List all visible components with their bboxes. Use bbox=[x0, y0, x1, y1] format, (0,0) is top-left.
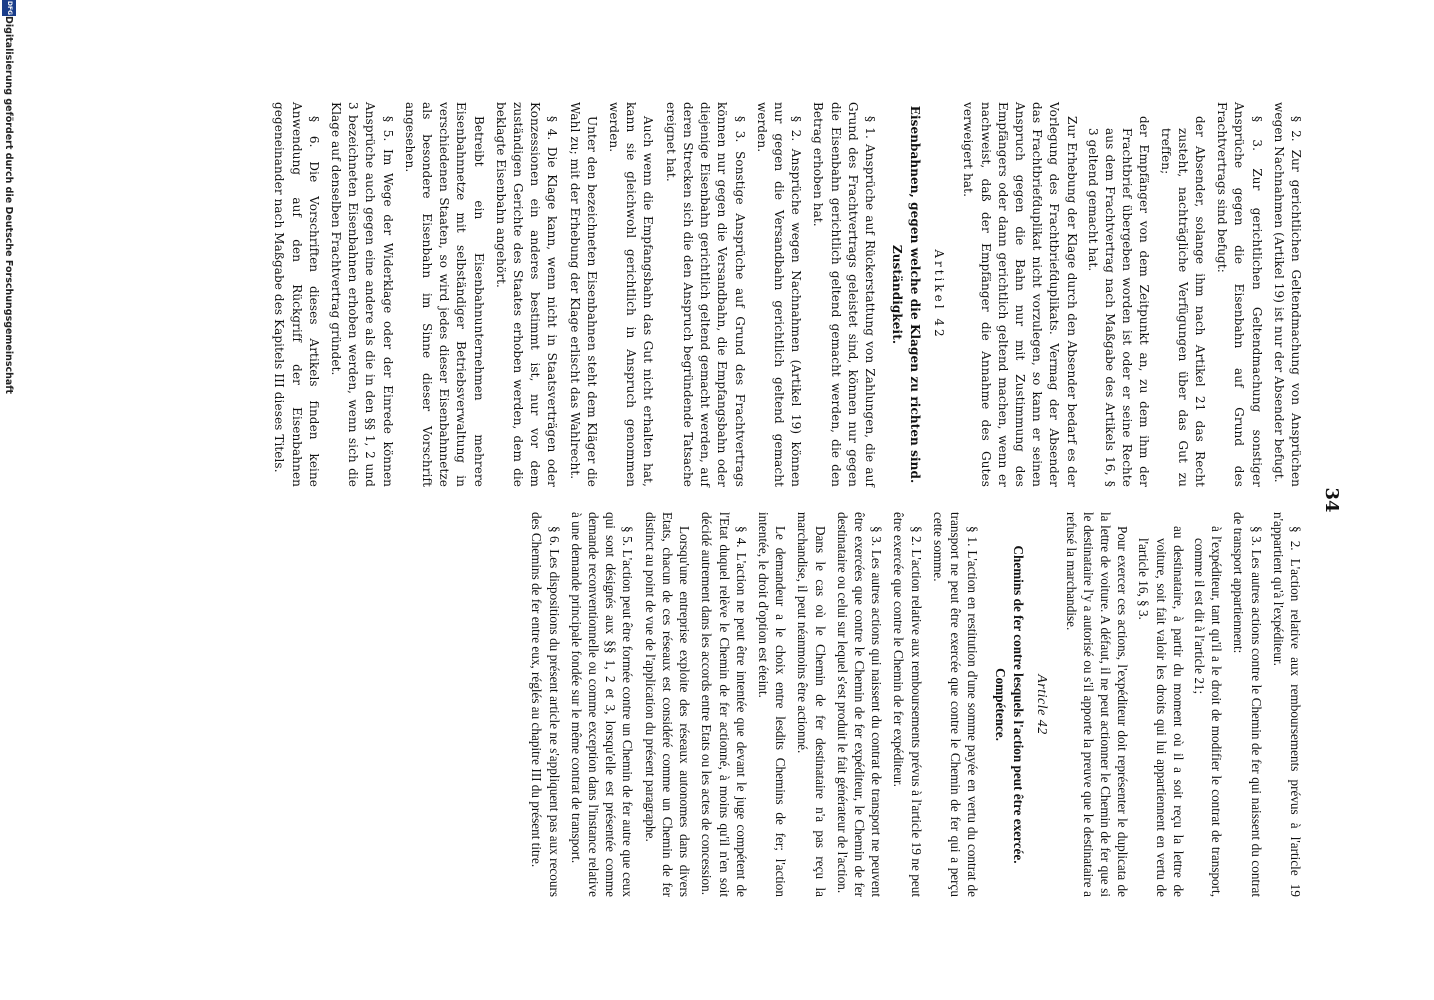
page-number: 34 bbox=[1321, 487, 1342, 513]
french-paragraph: § 4. L'action ne peut être intentée que devant le juge compétent de l'Etat duquel relève le Chemin de fer actionné, à moins qu'il n'en soit décidé autrement dans les accords entre Etats ou les actes de concession. bbox=[699, 512, 749, 897]
german-sub-item: der Empfänger von dem Zeitpunkt an, zu dem ihm der Frachtbrief übergeben worden ist oder er seine Rechte aus dem Frachtvertrag nach Maßgabe des Artikels 16, § 3 geltend gemacht hat. bbox=[1085, 116, 1152, 487]
german-paragraph: Auch wenn die Empfangsbahn das Gut nicht erhalten hat, kann sie gleichwohl gerichtlich in Anspruch genommen werden. bbox=[607, 102, 656, 487]
german-paragraph: Zur Erhebung der Klage durch den Absender bedarf es der Vorlegung des Frachtbriefduplikats. Vermag der Absender das Frachtbriefduplikat nicht vorzulegen, so kann er seinen Anspruch gegen die Bahn nur mit Zustimmung des Empfängers oder dann gerichtlich geltend machen, wenn er nachweist, daß der Empfänger die Annahme des Gutes verweigert hat. bbox=[961, 102, 1079, 487]
french-paragraph: § 2. L'action relative aux remboursements prévus à l'article 19 n'appartient qu'à l'expéditeur. bbox=[1270, 512, 1303, 897]
german-paragraph: § 3. Sonstige Ansprüche auf Grund des Frachtvertrags können nur gegen die Versandbahn, die Empfangsbahn oder diejenige Eisenbahn gerichtlich geltend gemacht werden, auf deren Strecken sich die den Anspruch begründende Tatsache ereignet hat. bbox=[663, 102, 747, 487]
german-column bbox=[265, 102, 1304, 487]
german-article-heading: Eisenbahnen, gegen welche die Klagen zu richten sind. Zuständigkeit. bbox=[889, 105, 922, 484]
french-paragraph: § 1. L'action en restitution d'une somme payée en vertu du contrat de transport ne peut être exercée que contre le Chemin de fer qui a perçu cette somme. bbox=[930, 512, 981, 897]
german-paragraph: § 2. Ansprüche wegen Nachnahmen (Artikel 19) können nur gegen die Versandbahn gerichtlich geltend gemacht werden. bbox=[754, 102, 804, 487]
dfg-logo: DFG bbox=[2, 0, 16, 16]
french-paragraph: § 5. L'action peut être formée contre un Chemin de fer autre que ceux qui sont désignés aux §§ 1, 2 et 3, lorsqu'elle est présentée comme demande reconventionnelle ou comme exception dans l'instance relative à une demande principale fondée sur le même contrat de transport. bbox=[568, 512, 636, 897]
german-paragraph: § 1. Ansprüche auf Rückerstattung von Zahlungen, die auf Grund des Frachtvertrags geleistet sind, können nur gegen die Eisenbahn gerichtlich geltend gemacht werden, die den Betrag erhoben hat. bbox=[811, 102, 877, 487]
french-paragraph: Dans le cas où le Chemin de fer destinataire n'a pas reçu la marchandise, il peut néanmoins être actionné. bbox=[795, 512, 828, 897]
digitization-credit: Digitalisierung gefördert durch die Deutsche Forschungsgemeinschaft bbox=[3, 16, 14, 394]
german-paragraph: § 5. Im Wege der Widerklage oder der Einrede können Ansprüche auch gegen eine andere als die in den §§ 1, 2 und 3 bezeichneten Eisenbahnen erhoben werden, wenn sich die Klage auf denselben Frachtvertrag gründet. bbox=[329, 102, 395, 487]
french-column bbox=[523, 512, 1304, 897]
french-paragraph: Lorsqu'une entreprise exploite des réseaux autonomes dans divers Etats, chacun de ces réseaux est considéré comme un Chemin de fer distinct au point de vue de l'application du présent paragraphe. bbox=[642, 512, 693, 897]
french-sub-item: au destinataire, à partir du moment où il a soit reçu la lettre de voiture, soit fait valoir les droits qui lui appartiennent en vertu de l'article 16, § 3. bbox=[1136, 526, 1186, 897]
german-sub-item: der Absender, solange ihm nach Artikel 21 das Recht zusteht, nachträgliche Verfügungen über das Gut zu treffen; bbox=[1158, 116, 1207, 487]
german-paragraph: § 3. Zur gerichtlichen Geltendmachung sonstiger Ansprüche gegen die Eisenbahn auf Grund des Frachtvertrags sind befugt: bbox=[1215, 102, 1264, 487]
french-paragraph: § 2. L'action relative aux remboursements prévus à l'article 19 ne peut être exercée que contre le Chemin de fer expéditeur. bbox=[891, 512, 924, 897]
french-article-label: Article 42 bbox=[1034, 674, 1050, 735]
german-paragraph: Betreibt ein Eisenbahnunternehmen mehrere Eisenbahnnetze mit selbständiger Betriebsverwaltung in verschiedenen Staaten, so wird jedes dieser Eisenbahnnetze als besondere Eisenbahn im Sinne dieser Vorschrift angesehen. bbox=[402, 102, 486, 487]
french-paragraph: § 3. Les autres actions contre le Chemin de fer qui naissent du contrat de transport appartiennent: bbox=[1231, 512, 1264, 897]
german-paragraph: § 4. Die Klage kann, wenn nicht in Staatsverträgen oder Konzessionen ein anderes bestimmt ist, nur vor dem zuständigen Gerichte des Staates erhoben werden, dem die beklagte Eisenbahn angehört. bbox=[493, 102, 560, 487]
french-article-heading: Chemins de fer contre lesquels l'action peut être exercée. Compétence. bbox=[993, 545, 1027, 864]
french-paragraph: § 3. Les autres actions qui naissent du contrat de transport ne peuvent être exercées que contre le Chemin de fer expéditeur, le Chemin de fer destinataire ou celui sur lequel s'est produit le fait générateur de l'action. bbox=[834, 512, 885, 897]
german-paragraph: § 2. Zur gerichtlichen Geltendmachung von Ansprüchen wegen Nachnahmen (Artikel 19) ist nur der Absender befugt. bbox=[1271, 102, 1303, 487]
german-paragraph: § 6. Die Vorschriften dieses Artikels finden keine Anwendung auf den Rückgriff der Eisenbahnen gegeneinander nach Maßgabe des Kapitels III dieses Titels. bbox=[272, 102, 321, 487]
french-paragraph: § 6. Les dispositions du présent article ne s'appliquent pas aux recours des Chemins de fer entre eux, réglés au chapitre III du présent titre. bbox=[529, 512, 562, 897]
french-paragraph: Pour exercer ces actions, l'expéditeur doit représenter le duplicata de la lettre de voiture. A défaut, il ne peut actionner le Chemin de fer que si le destinataire l'y a autorisé ou s'il apporte la preuve que le destinataire a refusé la marchandise. bbox=[1063, 512, 1131, 897]
french-sub-item: à l'expéditeur, tant qu'il a le droit de modifier le contrat de transport, comme il est dit à l'article 21; bbox=[1191, 526, 1225, 897]
german-article-label: Artikel 42 bbox=[932, 249, 947, 340]
german-paragraph: Unter den bezeichneten Eisenbahnen steht dem Kläger die Wahl zu; mit der Erhebung der Klage erlischt das Wahlrecht. bbox=[567, 102, 599, 487]
french-paragraph: Le demandeur a le choix entre lesdits Chemins de fer; l'action intentée, le droit d'option est éteint. bbox=[755, 512, 789, 897]
